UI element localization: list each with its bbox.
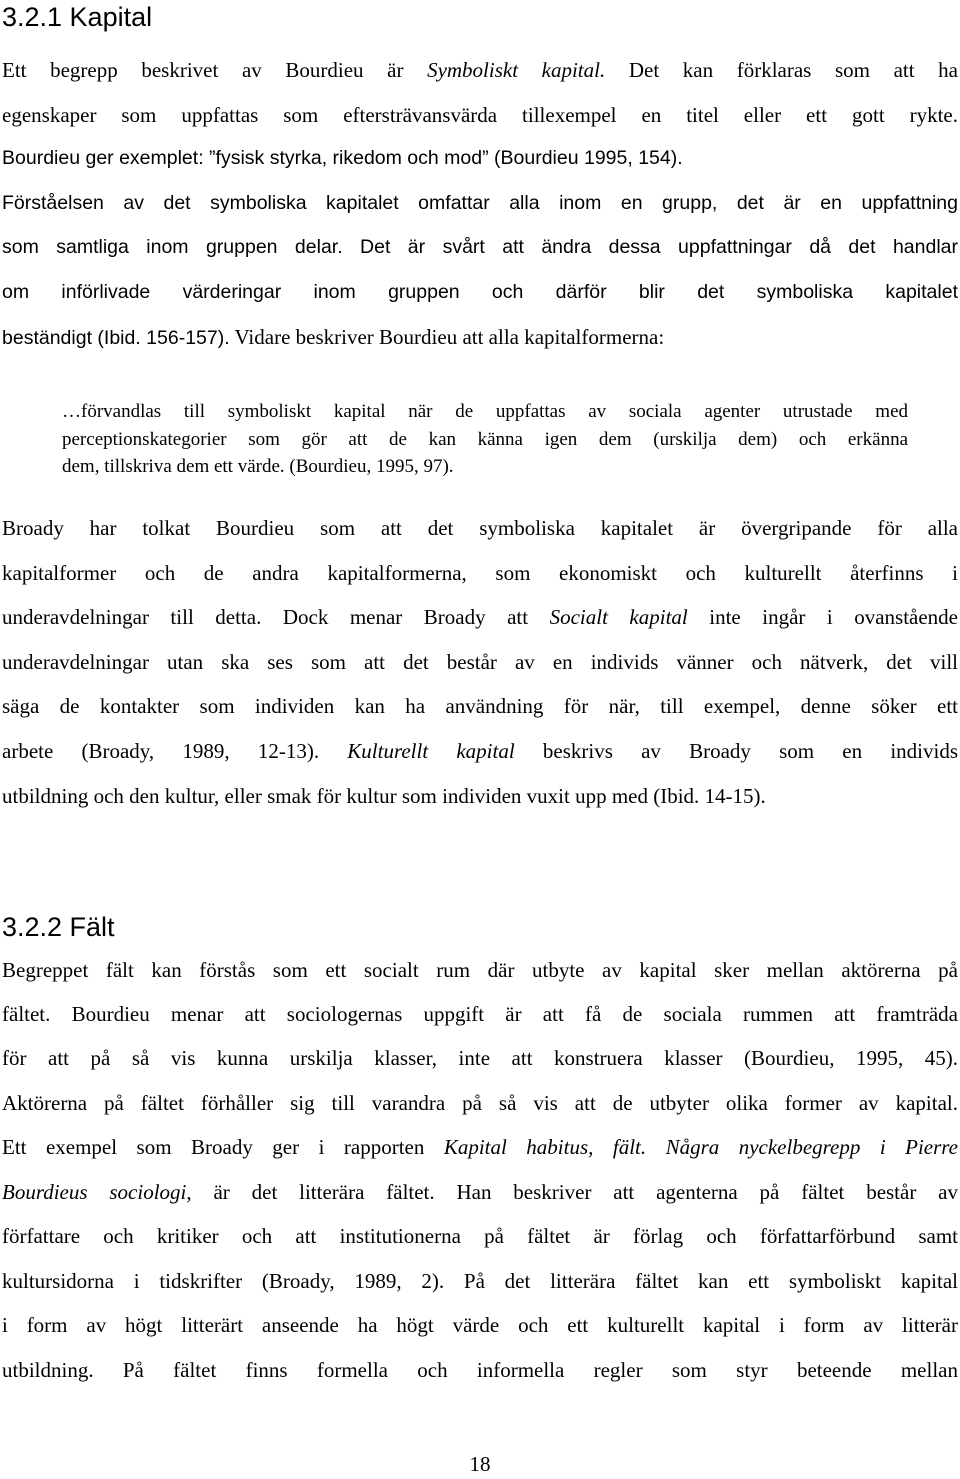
text-line: säga de kontakter som individen kan ha användning för när, till exempel, denne söker ett (2, 694, 958, 718)
text-line: fältet. Bourdieu menar att sociologernas uppgift är att få de sociala rummen att framträda (2, 1002, 958, 1026)
text-line (2, 605, 958, 630)
italic-title: Bourdieus sociologi (2, 1180, 187, 1204)
section-heading-falt: 3.2.2 Fält (2, 912, 115, 942)
text-span: arbete (Broady, 1989, 12-13). (2, 739, 348, 763)
text-span: Det kan förklaras som att ha (605, 58, 958, 82)
text-line: om införlivade värderingar inom gruppen och därför blir det symboliska kapitalet (2, 281, 958, 303)
text-line: kultursidorna i tidskrifter (Broady, 1989, 2). På det litterära fältet kan ett symboliskt kapital (2, 1269, 958, 1293)
italic-term: Symboliskt kapital. (427, 58, 606, 82)
text-span: Det är svårt att ändra dessa uppfattningar då det handlar (342, 236, 958, 258)
text-span: beständigt (Ibid. 156-157). (2, 327, 230, 349)
text-span: inte ingår i ovanstående (687, 605, 959, 629)
text-line (2, 739, 958, 764)
text-line: Begreppet fält kan förstås som ett socialt rum där utbyte av kapital sker mellan aktörerna på (2, 958, 958, 982)
text-line: utbildning och den kultur, eller smak för kultur som individen vuxit upp med (Ibid. 14-15). (2, 784, 766, 808)
text-line (2, 1180, 958, 1205)
text-span: som samtliga inom gruppen delar. (2, 236, 343, 258)
text-span: Ett begrepp beskrivet av Bourdieu är (2, 58, 428, 82)
text-line (2, 1135, 958, 1160)
text-span: Ett exempel som Broady ger i rapporten (2, 1135, 444, 1159)
text-line: för att på så vis kunna urskilja klasser, inte att konstruera klasser (Bourdieu, 1995, 45). (2, 1046, 958, 1070)
text-span: Vidare beskriver Bourdieu att alla kapitalformerna: (229, 325, 665, 349)
page-number: 18 (469, 1452, 491, 1476)
text-line: författare och kritiker och att institutionerna på fältet är förlag och författarförbund samt (2, 1224, 958, 1248)
text-line (2, 58, 958, 83)
text-line: Förståelsen av det symboliska kapitalet omfattar alla inom en grupp, det är en uppfattning (2, 192, 958, 214)
text-line: utbildning. På fältet finns formella och informella regler som styr beteende mellan (2, 1358, 958, 1382)
section-heading-kapital: 3.2.1 Kapital (2, 2, 153, 32)
italic-term: Kulturellt kapital (347, 739, 515, 763)
text-line (2, 325, 958, 350)
text-span: underavdelningar till detta. Dock menar Broady att (2, 605, 550, 629)
text-line (2, 236, 958, 259)
italic-title: Kapital habitus, fält. Några nyckelbegrepp i Pierre (443, 1135, 959, 1159)
text-line: egenskaper som uppfattas som eftersträvansvärda tillexempel en titel eller ett gott rykte. (2, 103, 958, 127)
text-line: i form av högt litterärt anseende ha högt värde och ett kulturellt kapital i form av litterär (2, 1313, 958, 1337)
text-line: underavdelningar utan ska ses som att det består av en individs vänner och nätverk, det vill (2, 650, 958, 674)
quote-line: dem, tillskriva dem ett värde. (Bourdieu, 1995, 97). (62, 456, 454, 477)
text-line: Bourdieu ger exemplet: ”fysisk styrka, rikedom och mod” (Bourdieu 1995, 154). (2, 147, 683, 169)
quote-line: perceptionskategorier som gör att de kan känna igen dem (urskilja dem) och erkänna (62, 429, 908, 450)
text-span: beskrivs av Broady som en individs (514, 739, 959, 763)
text-line: kapitalformer och de andra kapitalformerna, som ekonomiskt och kulturellt återfinns i (2, 561, 958, 585)
text-span: , är det litterära fältet. Han beskriver att agenterna på fältet består av (186, 1180, 958, 1204)
quote-line: …förvandlas till symboliskt kapital när de uppfattas av sociala agenter utrustade med (62, 401, 908, 422)
italic-term: Socialt kapital (549, 605, 688, 629)
text-line: Aktörerna på fältet förhåller sig till varandra på så vis att de utbyter olika former av kapital. (2, 1091, 958, 1115)
text-line: Broady har tolkat Bourdieu som att det symboliska kapitalet är övergripande för alla (2, 516, 958, 540)
